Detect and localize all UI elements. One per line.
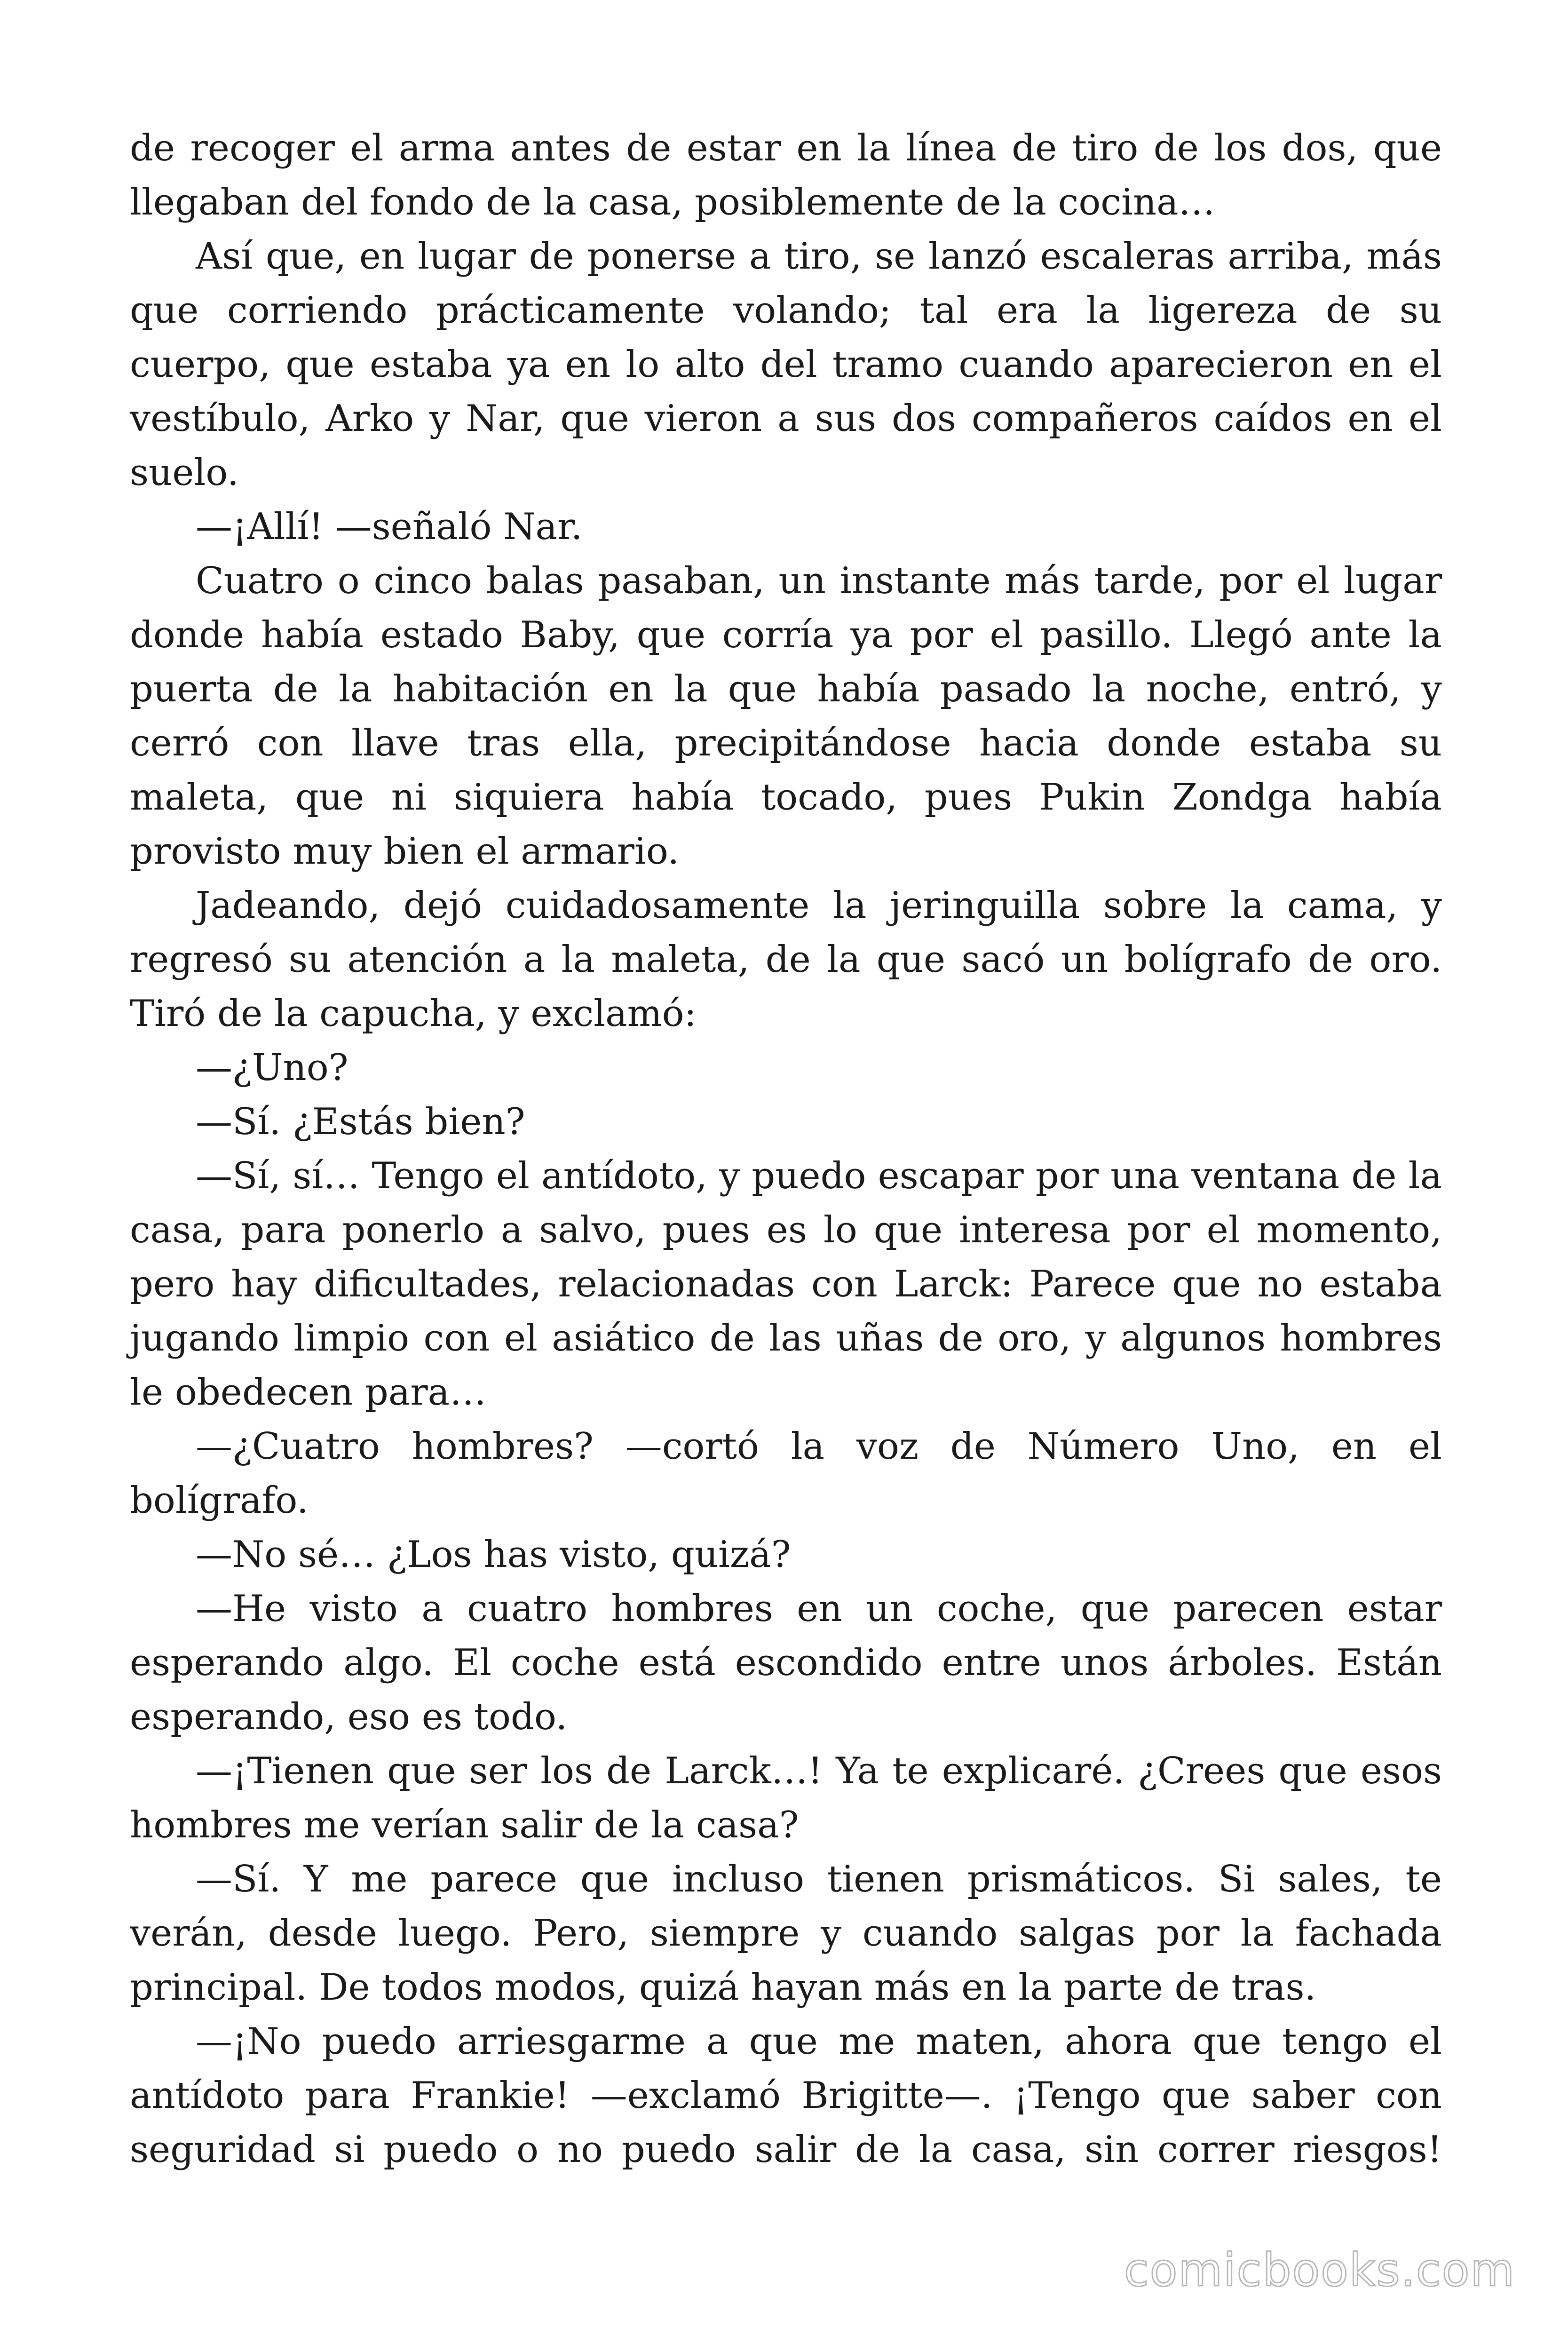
paragraph-10: —No sé… ¿Los has visto, quizá?	[196, 1534, 791, 1576]
paragraph-2: Así que, en lugar de ponerse a tiro, se lanzó escaleras arriba, más que corriendo prácticamente volando; tal era la ligereza de su cuerpo, que estaba ya en lo alto del tramo cuando aparecieron en el vestíbulo, Arko y Nar, que vieron a sus dos compañeros caídos en el suelo.	[130, 235, 1442, 494]
paragraph-11: —He visto a cuatro hombres en un coche, que parecen estar esperando algo. El coche está escondido entre unos árboles. Están esperando, eso es todo.	[130, 1588, 1442, 1738]
paragraph-14: —¡No puedo arriesgarme a que me maten, ahora que tengo el antídoto para Frankie! —exclamó Brigitte—. ¡Tengo que saber con seguridad si puedo o no puedo salir de la casa, sin correr riesgos!	[130, 2020, 1442, 2171]
watermark: comicbooks.com	[1124, 2244, 1515, 2296]
paragraph-13: —Sí. Y me parece que incluso tienen prismáticos. Si sales, te verán, desde luego. Pero, siempre y cuando salgas por la fachada principal. De todos modos, quizá hayan más en la parte de tras.	[130, 1858, 1442, 2009]
paragraph-12: —¡Tienen que ser los de Larck…! Ya te explicaré. ¿Crees que esos hombres me verían salir de la casa?	[130, 1750, 1442, 1846]
paragraph-6: —¿Uno?	[196, 1047, 348, 1089]
paragraph-5: Jadeando, dejó cuidadosamente la jeringuilla sobre la cama, y regresó su atención a la maleta, de la que sacó un bolígrafo de oro. Tiró de la capucha, y exclamó:	[130, 884, 1442, 1035]
paragraph-1: de recoger el arma antes de estar en la línea de tiro de los dos, que llegaban del fondo de la casa, posiblemente de la cocina…	[130, 127, 1442, 223]
paragraph-8: —Sí, sí… Tengo el antídoto, y puedo escapar por una ventana de la casa, para ponerlo a salvo, pues es lo que interesa por el momento, pero hay dificultades, relacionadas con Larck: Parece que no estaba jugando limpio con el asiático de las uñas de oro, y algunos hombres le obedecen para…	[130, 1155, 1442, 1414]
paragraph-9: —¿Cuatro hombres? —cortó la voz de Número Uno, en el bolígrafo.	[130, 1425, 1442, 1522]
paragraph-3: —¡Allí! —señaló Nar.	[196, 506, 583, 548]
page-text	[130, 121, 1442, 2177]
paragraph-4: Cuatro o cinco balas pasaban, un instante más tarde, por el lugar donde había estado Baby, que corría ya por el pasillo. Llegó ante la puerta de la habitación en la que había pasado la noche, entró, y cerró con llave tras ella, precipitándose hacia donde estaba su maleta, que ni siquiera había tocado, pues Pukin Zondga había provisto muy bien el armario.	[130, 560, 1442, 873]
paragraph-7: —Sí. ¿Estás bien?	[196, 1101, 525, 1143]
